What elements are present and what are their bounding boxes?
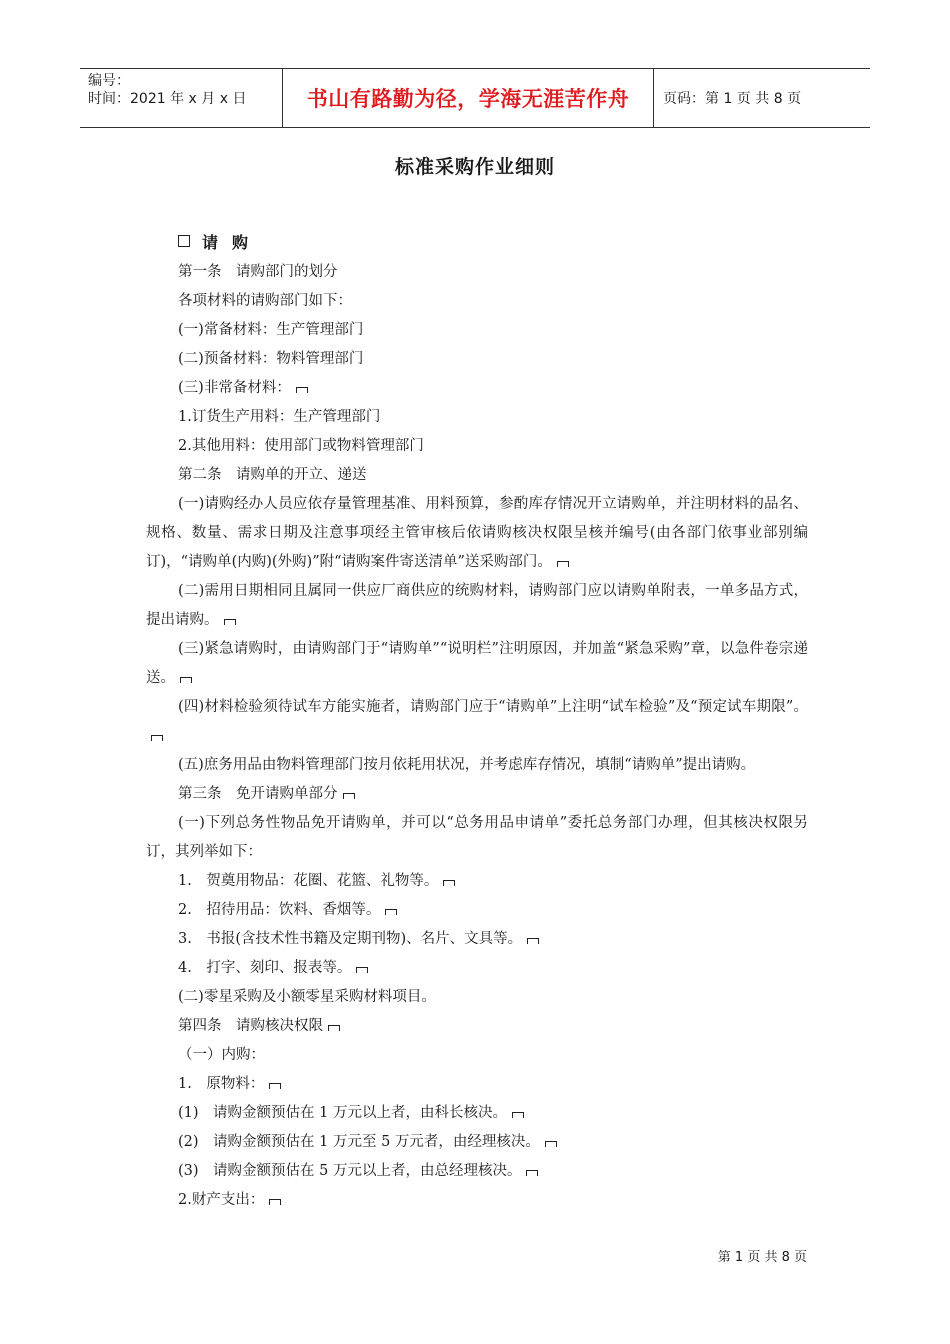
- paragraph: [146, 316, 808, 345]
- paragraph: [146, 635, 808, 693]
- header-page-cell: [654, 69, 870, 127]
- paragraph: [146, 954, 808, 983]
- paragraph: [146, 403, 808, 432]
- page-header: [80, 68, 870, 128]
- paragraph-text: 2.其他用料：使用部门或物料管理部门: [178, 438, 424, 454]
- paragraph: [146, 693, 808, 751]
- header-motto: 书山有路勤为径，学海无涯苦作舟: [306, 87, 630, 111]
- paragraph: [146, 1186, 808, 1215]
- paragraph-text: (三)非常备材料：: [178, 380, 291, 396]
- paragraph-text: (五)庶务用品由物料管理部门按月依耗用状况，并考虑库存情况，填制“请购单”提出请购。: [178, 757, 756, 773]
- paragraph-mark-icon: [269, 1083, 281, 1089]
- paragraph-text: (一)请购经办人员应依存量管理基准、用料预算，参酌库存情况开立请购单，并注明材料的品名、规格、数量、需求日期及注意事项经主管审核后依请购核决权限呈核并编号(由各部门依事业部别编订)，“请购单(内购)(外购)”附“请购案件寄送清单”送采购部门。: [146, 496, 808, 570]
- paragraph-text: (2) 请购金额预估在 1 万元至 5 万元者，由经理核决。: [178, 1134, 540, 1150]
- paragraph: [146, 287, 808, 316]
- paragraph-text: 1.订货生产用料：生产管理部门: [178, 409, 381, 425]
- paragraph: [146, 896, 808, 925]
- paragraph-mark-icon: [269, 1199, 281, 1205]
- paragraph-mark-icon: [385, 909, 397, 915]
- paragraph: [146, 1041, 808, 1070]
- section-heading: [146, 228, 808, 254]
- paragraph-text: (四)材料检验须待试车方能实施者，请购部门应于“请购单”上注明“试车检验”及“预定试车期限”。: [178, 699, 808, 715]
- paragraph-text: (1) 请购金额预估在 1 万元以上者，由科长核决。: [178, 1105, 507, 1121]
- paragraph-mark-icon: [557, 561, 569, 567]
- paragraph-mark-icon: [512, 1112, 524, 1118]
- paragraph-text: (二)预备材料：物料管理部门: [178, 351, 364, 367]
- paragraph-text: 第二条 请购单的开立、递送: [178, 467, 367, 483]
- paragraph: [146, 1128, 808, 1157]
- paragraph-text: (一)下列总务性物品免开请购单，并可以“总务用品申请单”委托总务部门办理，但其核决权限另订，其列举如下：: [146, 815, 808, 860]
- paragraph-text: 各项材料的请购部门如下：: [178, 293, 352, 309]
- paragraph-text: 4. 打字、刻印、报表等。: [178, 960, 352, 976]
- paragraph-mark-icon: [356, 967, 368, 973]
- document-time-label: 时间：2021 年 x 月 x 日: [88, 91, 247, 107]
- paragraph-text: （一）内购：: [178, 1047, 265, 1063]
- paragraph-text: 第四条 请购核决权限: [178, 1018, 323, 1034]
- paragraph: [146, 258, 808, 287]
- paragraph: [146, 983, 808, 1012]
- paragraph-mark-icon: [296, 387, 308, 393]
- paragraph-text: 2.财产支出：: [178, 1192, 265, 1208]
- paragraph: [146, 461, 808, 490]
- paragraph: [146, 490, 808, 577]
- paragraph-text: 第三条 免开请购单部分: [178, 786, 338, 802]
- paragraph-text: (一)常备材料：生产管理部门: [178, 322, 364, 338]
- header-page-label: 页码：第 1 页 共 8 页: [663, 91, 802, 107]
- paragraph-mark-icon: [526, 1170, 538, 1176]
- header-meta: [80, 69, 282, 127]
- paragraph-mark-icon: [328, 1025, 340, 1031]
- paragraph: [146, 1070, 808, 1099]
- paragraph-mark-icon: [527, 938, 539, 944]
- page-footer: 第 1 页 共 8 页: [717, 1250, 807, 1265]
- paragraph-mark-icon: [343, 793, 355, 799]
- paragraph-text: (二)零星采购及小额零星采购材料项目。: [178, 989, 436, 1005]
- paragraph: [146, 345, 808, 374]
- paragraph-mark-icon: [224, 619, 236, 625]
- document-title: 标准采购作业细则: [394, 156, 555, 178]
- paragraph-mark-icon: [180, 677, 192, 683]
- paragraph-text: 3. 书报(含技术性书籍及定期刊物)、名片、文具等。: [178, 931, 523, 947]
- paragraph-text: 1. 贺奠用物品：花圈、花篮、礼物等。: [178, 873, 439, 889]
- paragraph: [146, 925, 808, 954]
- paragraph: [146, 374, 808, 403]
- paragraph: [146, 577, 808, 635]
- paragraph-text: 第一条 请购部门的划分: [178, 264, 338, 280]
- section-title: 请购: [202, 232, 263, 252]
- paragraph: [146, 780, 808, 809]
- checkbox-icon: [178, 235, 190, 247]
- paragraph: [146, 867, 808, 896]
- document-body: [146, 228, 808, 1215]
- paragraph: [146, 432, 808, 461]
- paragraph: [146, 751, 808, 780]
- paragraph-mark-icon: [545, 1141, 557, 1147]
- paragraph-text: (三)紧急请购时，由请购部门于“请购单”“说明栏”注明原因，并加盖“紧急采购”章，以急件卷宗递送。: [146, 641, 808, 686]
- paragraph-mark-icon: [443, 880, 455, 886]
- paragraph-list: [146, 258, 808, 1215]
- paragraph-text: 2. 招待用品：饮料、香烟等。: [178, 902, 381, 918]
- paragraph-mark-icon: [151, 735, 163, 741]
- paragraph-text: (二)需用日期相同且属同一供应厂商供应的统购材料，请购部门应以请购单附表，一单多品方式，提出请购。: [146, 583, 808, 628]
- document-number-label: 编号：: [88, 73, 130, 89]
- header-motto-cell: [282, 69, 654, 127]
- paragraph-text: 1. 原物料：: [178, 1076, 265, 1092]
- paragraph: [146, 1099, 808, 1128]
- paragraph: [146, 809, 808, 867]
- paragraph-text: (3) 请购金额预估在 5 万元以上者，由总经理核决。: [178, 1163, 522, 1179]
- paragraph: [146, 1012, 808, 1041]
- paragraph: [146, 1157, 808, 1186]
